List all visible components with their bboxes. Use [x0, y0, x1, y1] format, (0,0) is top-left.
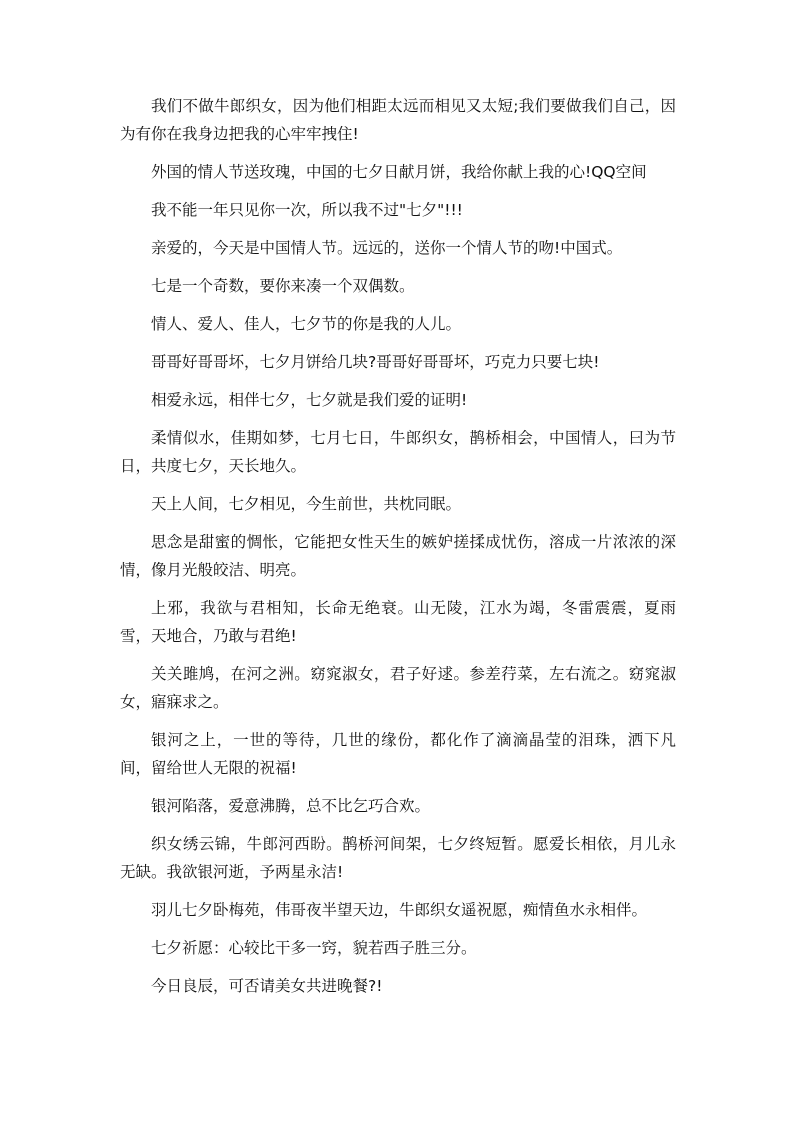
paragraph-8: 相爱永远，相伴七夕，七夕就是我们爱的证明! — [151, 391, 468, 409]
paragraph-2: 外国的情人节送玫瑰，中国的七夕日献月饼，我给你献上我的心!QQ空间 — [151, 163, 647, 181]
document-body — [120, 92, 676, 1010]
paragraph-12: 上邪，我欲与君相知，长命无绝衰。山无陵，江水为竭，冬雷震震，夏雨雪，天地合，乃敢与君绝! — [120, 599, 676, 645]
paragraph-5: 七是一个奇数，要你来凑一个双偶数。 — [151, 277, 415, 295]
paragraph-10: 天上人间，七夕相见，今生前世，共枕同眠。 — [151, 495, 462, 513]
paragraph-16: 织女绣云锦，牛郎河西盼。鹊桥河间架，七夕终短暂。愿爱长相依，月儿永无缺。我欲银河逝，予两星永洁! — [120, 835, 676, 881]
paragraph-13: 关关雎鸠，在河之洲。窈窕淑女，君子好逑。参差荇菜，左右流之。窈窕淑女，寤寐求之。 — [120, 665, 676, 711]
paragraph-4: 亲爱的，今天是中国情人节。远远的，送你一个情人节的吻!中国式。 — [151, 239, 623, 257]
paragraph-11: 思念是甜蜜的惆怅，它能把女性天生的嫉妒搓揉成忧伤，溶成一片浓浓的深情，像月光般皎洁、明亮。 — [120, 533, 676, 579]
paragraph-15: 银河陷落，爱意沸腾，总不比乞巧合欢。 — [151, 797, 431, 815]
paragraph-1: 我们不做牛郎织女，因为他们相距太远而相见又太短;我们要做我们自己，因为有你在我身边把我的心牢牢拽住! — [120, 97, 676, 143]
paragraph-7: 哥哥好哥哥坏，七夕月饼给几块?哥哥好哥哥坏，巧克力只要七块! — [151, 353, 600, 371]
paragraph-19: 今日良辰，可否请美女共进晚餐?! — [151, 977, 383, 995]
paragraph-18: 七夕祈愿：心较比干多一窍，貌若西子胜三分。 — [151, 939, 477, 957]
paragraph-6: 情人、爱人、佳人，七夕节的你是我的人儿。 — [151, 315, 462, 333]
paragraph-9: 柔情似水，佳期如梦，七月七日，牛郎织女，鹊桥相会，中国情人，曰为节日，共度七夕，天长地久。 — [120, 429, 676, 475]
paragraph-14: 银河之上，一世的等待，几世的缘份，都化作了滴滴晶莹的泪珠，洒下凡间，留给世人无限的祝福! — [120, 731, 676, 777]
paragraph-3: 我不能一年只见你一次，所以我不过"七夕"!!! — [151, 201, 463, 219]
paragraph-17: 羽儿七夕卧梅苑，伟哥夜半望天边，牛郎织女遥祝愿，痴情鱼水永相伴。 — [151, 901, 648, 919]
